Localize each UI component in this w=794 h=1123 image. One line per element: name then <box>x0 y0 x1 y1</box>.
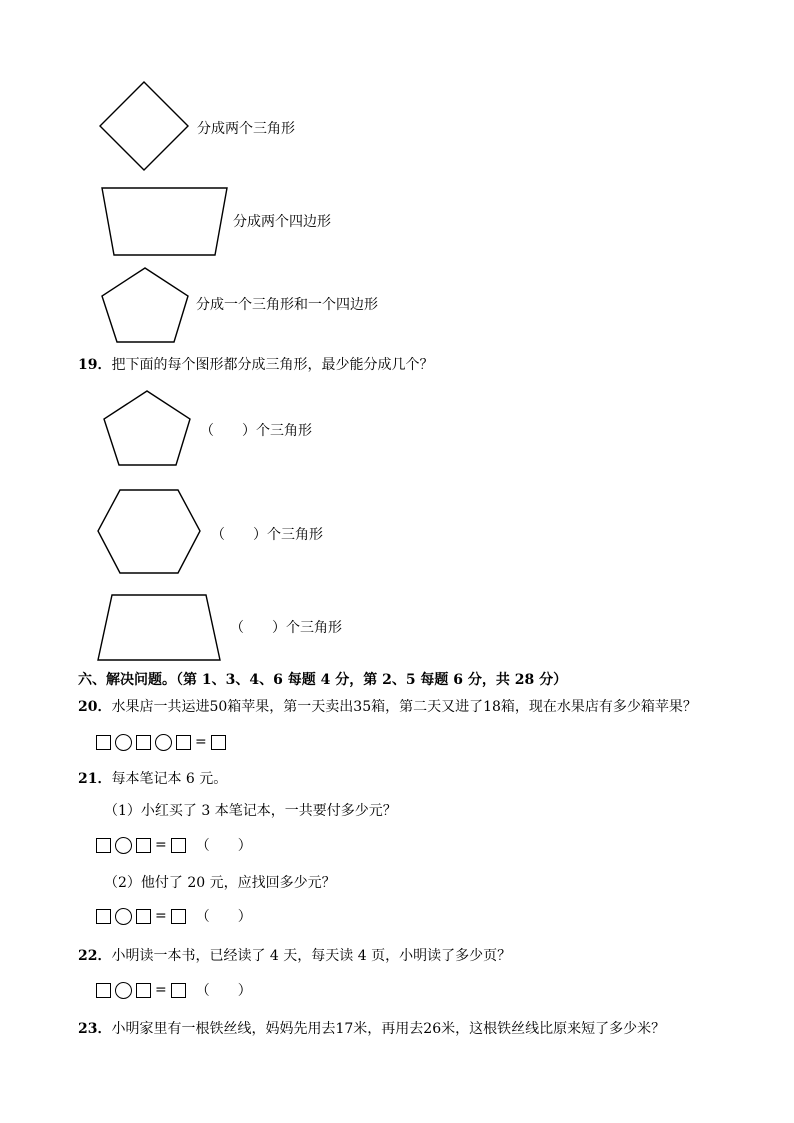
question-21-part-2: （2）他付了 20 元，应找回多少元？ <box>104 875 336 891</box>
equation-row-q21-2 <box>96 907 252 925</box>
answer-box[interactable] <box>136 735 151 750</box>
answer-box[interactable] <box>176 735 191 750</box>
equation-row-q20 <box>96 733 230 751</box>
pentagon-icon <box>99 266 191 346</box>
operator-circle[interactable] <box>115 837 132 854</box>
diamond-icon <box>98 80 192 174</box>
unit-blank[interactable]: （ ） <box>195 838 252 854</box>
unit-blank[interactable]: （ ） <box>195 909 252 925</box>
operator-circle[interactable] <box>115 908 132 925</box>
question-22: 22．小明读一本书，已经读了 4 天，每天读 4 页，小明读了多少页？ <box>78 948 512 964</box>
trapezoid-icon <box>100 186 230 258</box>
trapezoid-icon <box>96 593 224 663</box>
answer-box[interactable] <box>171 983 186 998</box>
answer-box[interactable] <box>96 983 111 998</box>
equals-sign: = <box>195 734 207 750</box>
answer-box[interactable] <box>96 735 111 750</box>
equals-sign: = <box>155 837 167 853</box>
answer-box[interactable] <box>171 909 186 924</box>
answer-box[interactable] <box>96 838 111 853</box>
hexagon-icon <box>96 488 202 576</box>
pentagon-icon <box>101 389 193 469</box>
equals-sign: = <box>155 908 167 924</box>
question-19: 19．把下面的每个图形都分成三角形，最少能分成几个？ <box>78 357 434 373</box>
answer-box[interactable] <box>96 909 111 924</box>
section-title: 六、解决问题。（第 1、3、4、6 每题 4 分，第 2、5 每题 6 分，共 28 分） <box>78 672 568 688</box>
answer-box[interactable] <box>211 735 226 750</box>
answer-box[interactable] <box>136 909 151 924</box>
operator-circle[interactable] <box>155 734 172 751</box>
operator-circle[interactable] <box>115 982 132 999</box>
equals-sign: = <box>155 982 167 998</box>
answer-blank-trapezoid[interactable]: （ ）个三角形 <box>230 620 342 636</box>
answer-box[interactable] <box>136 838 151 853</box>
answer-blank-pentagon[interactable]: （ ）个三角形 <box>200 423 312 439</box>
unit-blank[interactable]: （ ） <box>195 983 252 999</box>
question-20: 20．水果店一共运进50箱苹果，第一天卖出35箱，第二天又进了18箱，现在水果店有多少箱苹果？ <box>78 699 697 715</box>
equation-row-q22 <box>96 981 252 999</box>
question-21: 21．每本笔记本 6 元。 <box>78 771 228 787</box>
answer-box[interactable] <box>136 983 151 998</box>
question-23: 23．小明家里有一根铁丝线，妈妈先用去17米，再用去26米，这根铁丝线比原来短了多少米？ <box>78 1021 666 1037</box>
answer-blank-hexagon[interactable]: （ ）个三角形 <box>211 527 323 543</box>
question-21-part-1: （1）小红买了 3 本笔记本，一共要付多少元？ <box>104 803 397 819</box>
operator-circle[interactable] <box>115 734 132 751</box>
figure-label-trapezoid: 分成两个四边形 <box>233 214 331 230</box>
answer-box[interactable] <box>171 838 186 853</box>
figure-label-diamond: 分成两个三角形 <box>197 121 295 137</box>
equation-row-q21-1 <box>96 836 252 854</box>
figure-label-pentagon: 分成一个三角形和一个四边形 <box>196 297 378 313</box>
